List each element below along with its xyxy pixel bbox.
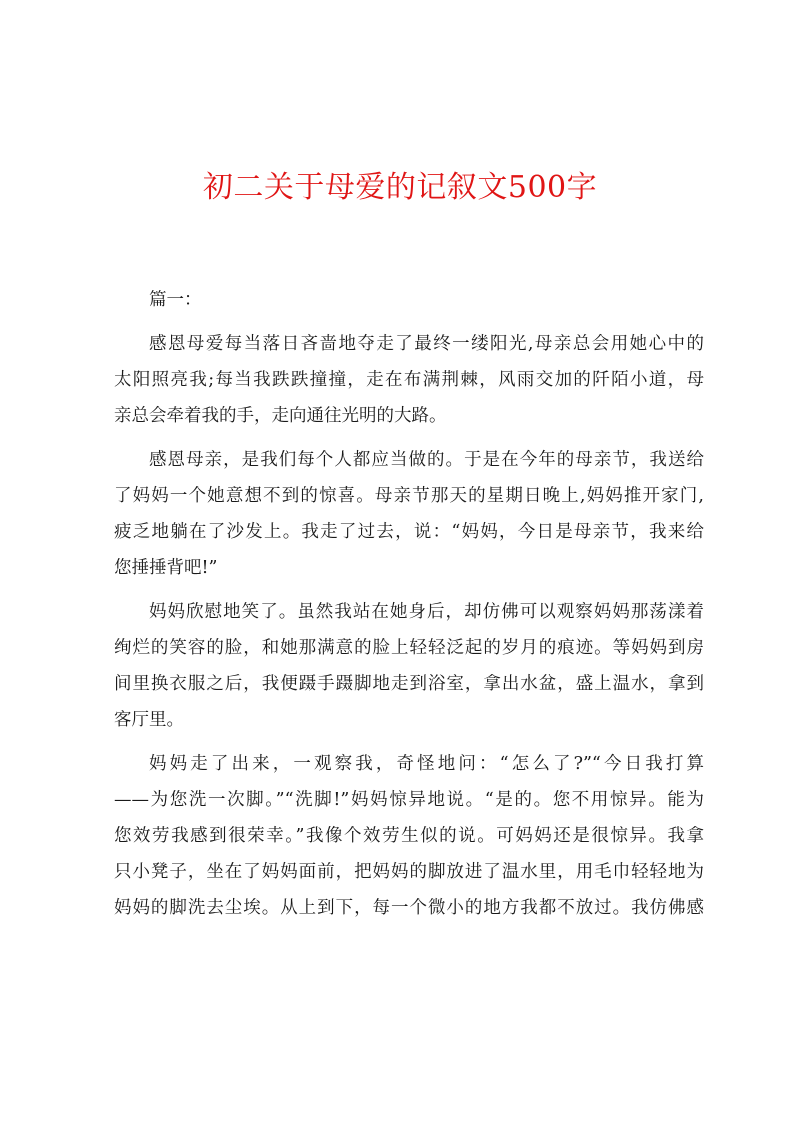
paragraph-line: 妈妈走了出来，一观察我，奇怪地问：“怎么了?”“今日我打算 xyxy=(149,754,704,774)
paragraph-line: 您捶捶背吧!” xyxy=(114,558,218,578)
paragraph-2 xyxy=(114,442,704,586)
paragraph-line: 感恩母爱每当落日吝啬地夺走了最终一缕阳光,母亲总会用她心中的 xyxy=(149,334,704,354)
paragraph-line: 妈妈的脚洗去尘埃。从上到下，每一个微小的地方我都不放过。我仿佛感 xyxy=(114,898,704,918)
paragraph-line: 亲总会牵着我的手，走向通往光明的大路。 xyxy=(114,406,447,426)
paragraph-3 xyxy=(114,594,704,738)
paragraph-line: 感恩母亲，是我们每个人都应当做的。于是在今年的母亲节，我送给 xyxy=(149,450,704,470)
document-title: 初二关于母爱的记叙文500字 xyxy=(202,170,598,205)
paragraph-line: 绚烂的笑容的脸，和她那满意的脸上轻轻泛起的岁月的痕迹。等妈妈到房 xyxy=(114,638,704,658)
paragraph-4 xyxy=(114,746,704,926)
paragraph-line: 妈妈欣慰地笑了。虽然我站在她身后，却仿佛可以观察妈妈那荡漾着 xyxy=(149,602,704,622)
paragraph-line: 您效劳我感到很荣幸。”我像个效劳生似的说。可妈妈还是很惊异。我拿 xyxy=(114,826,704,846)
section-label: 篇一： xyxy=(149,290,202,310)
paragraph-line: ——为您洗一次脚。”“洗脚!”妈妈惊异地说。“是的。您不用惊异。能为 xyxy=(114,790,704,810)
paragraph-line: 了妈妈一个她意想不到的惊喜。母亲节那天的星期日晚上,妈妈推开家门, xyxy=(114,486,704,506)
paragraph-line: 客厅里。 xyxy=(114,710,184,730)
paragraph-line: 间里换衣服之后，我便蹑手蹑脚地走到浴室，拿出水盆，盛上温水，拿到 xyxy=(114,674,704,694)
document-body xyxy=(114,282,704,926)
paragraph-line: 太阳照亮我;每当我跌跌撞撞，走在布满荆棘，风雨交加的阡陌小道，母 xyxy=(114,370,704,390)
paragraph-line: 疲乏地躺在了沙发上。我走了过去，说：“妈妈，今日是母亲节，我来给 xyxy=(114,522,704,542)
paragraph-1 xyxy=(114,326,704,434)
paragraph-line: 只小凳子，坐在了妈妈面前，把妈妈的脚放进了温水里，用毛巾轻轻地为 xyxy=(114,862,704,882)
